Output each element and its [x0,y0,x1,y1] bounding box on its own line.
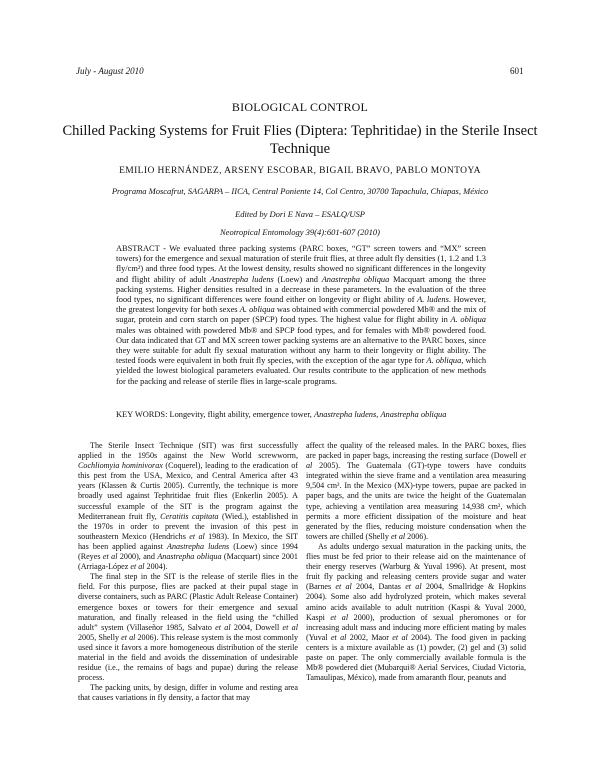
abstract: ABSTRACT - We evaluated three packing systems (PARC boxes, “GT” screen towers and “MX” screen towers) for the emergence and sexual maturation of sterile fruit flies, at three adult fly densities (1, 1.2 and 1.3 fly/cm²) and three food types. At the lowest density, results showed no significant differences in the longevity and flight ability of adult Anastrepha ludens (Loew) and Anastrepha obliqua Macquart among the three packing systems. Higher densities resulted in a decrease in these parameters. In the evaluation of the three food types, no significant differences were found either on longevity or flight ability of A. ludens. However, the greatest longevity for both sexes A. obliqua was obtained with commercial powdered Mb® and the mix of sugar, protein and corn starch on paper (SPCP) food types. The highest value for flight ability in A. obliqua males was obtained with powdered Mb® and SPCP food types, and for females with Mb® powdered food. Our data indicated that GT and MX screen tower packing systems are an alternative to the PARC boxes, since they were suitable for adult fly sexual maturation without any harm to their longevity or flight ability. The tested foods were equivalent in both fruit fly species, with the exception of the agar type for A. obliqua, which yielded the lowest biological parameters evaluated. Our results contribute to the application of new methods for the packing and release of sterile flies in large-scale programs. [116,244,487,386]
paragraph: As adults undergo sexual maturation in the packing units, the flies must be fed prior to their release aid on the maintenance of their energy reserves (Warburg & Yuval 1996). At present, most fruit fly packing and releasing centers provide sugar and water (Barnes et al 2004, Dantas et al 2004, Smallridge & Hopkins 2004). Some also add hydrolyzed protein, which makes several amino acids available to adult nutrition (Kaspi & Yuval 2000, Kaspi et al 2000), production of sexual pheromones or for increasing adult mass and inducing more efficient mating by males (Yuval et al 2002, Maor et al 2004). The food given in packing centers is a mixture available as (1) powder, (2) gel and (3) solid paste on paper. The only commercially available formula is the Mb® powdered diet (Mubarqui® Aerial Services, Ciudad Victoria, Tamaulipas, México), made from amaranth flour, peanuts and [306,541,527,683]
paragraph: affect the quality of the released males. In the PARC boxes, flies are packed in paper bags, increasing the resting surface (Dowell et al 2005). The Guatemala (GT)-type towers have conduits integrated within the sieve frame and a ventilation area measuring 9,504 cm². In the Mexico (MX)-type towers, pupae are packed in paper bags, and the units are twice the height of the Guatemalan type, achieving a ventilation area measuring 14,938 cm², which permits a more efficient dissipation of the moisture and heat generated by the flies, reducing moisture condensation when the towers are chilled (Shelly et al 2006). [306,441,526,541]
journal-citation: Neotropical Entomology 39(4):601-607 (2010) [220,227,380,237]
editor-line: Edited by Dori E Nava – ESALQ/USP [235,209,365,219]
paragraph: The packing units, by design, differ in volume and resting area that causes variations in fly density, a factor that may [78,683,298,703]
page-number: 601 [510,66,524,76]
author-affiliation: Programa Moscafrut, SAGARPA – IICA, Central Poniente 14, Col Centro, 30700 Tapachula, Chiapas, México [111,186,489,196]
article-title: Chilled Packing Systems for Fruit Flies (Diptera: Tephritidae) in the Sterile Insect Technique [62,123,538,157]
section-heading: BIOLOGICAL CONTROL [231,100,369,114]
paragraph: The Sterile Insect Technique (SIT) was first successfully applied in the 1950s against the New World screwworm, Cochliomyia hominivorax (Coquerel), leading to the eradication of this pest from the USA, Mexico, and Central America after 43 years (Klassen & Curtis 2005). Currently, the technique is more broadly used against Tephritidae fruit flies (Enkerlin 2005). A successful example of the SIT is the program against the Mediterranean fruit fly, Ceratitis capitata (Wied.), established in the 1970s in order to prevent the invasion of this pest in southeastern Mexico (Hendrichs et al 1983). In Mexico, the SIT has been applied against Anastrepha ludens (Loew) since 1994 (Reyes et al 2000), and Anastrepha obliqua (Macquart) since 2001 (Arriaga-López et al 2004). [78,441,298,572]
author-list: EMILIO HERNÁNDEZ, ARSENY ESCOBAR, BIGAIL BRAVO, PABLO MONTOYA [119,166,481,176]
running-header-date: July - August 2010 [76,66,144,76]
body-column-right [306,441,526,683]
keywords: KEY WORDS: Longevity, flight ability, emergence tower, Anastrepha ludens, Anastrepha obliqua [116,410,447,419]
paragraph: The final step in the SIT is the release of sterile flies in the field. For this purpose, flies are packed at their pupal stage in diverse containers, such as PARC (Plastic Adult Release Container) emergence boxes or towers for their emergence and sexual maturation, and finally released in the field using the “chilled adult” system (Villaseñor 1985, Salvato et al 2004, Dowell et al 2005, Shelly et al 2006). This release system is the most commonly used since it favors a more homogeneous distribution of the sterile material in the field and avoids the dissemination of undesirable residue (i.e., the remains of bags and pupae) during the release process. [78,572,298,683]
body-column-left [78,441,298,703]
